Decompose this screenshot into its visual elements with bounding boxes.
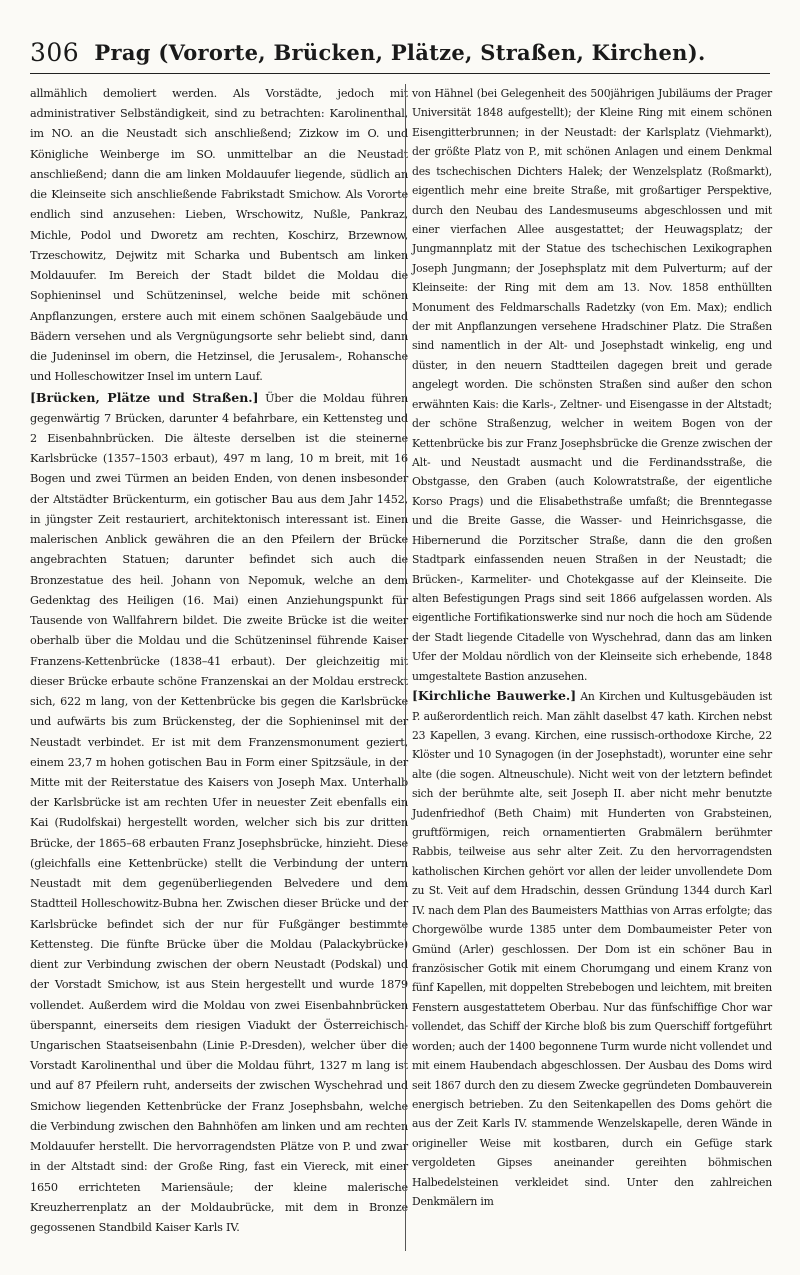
left-column bbox=[30, 84, 408, 1238]
bridges-text: Über die Moldau führen gegenwärtig 7 Brücken, darunter 4 befahrbare, ein Kettensteg und 2 Eisenbahnbrücken. Die älteste derselben ist die steinerne Karlsbrücke (1357–1503 erbaut), 497 m lang, 10 m breit, mit 16 Bogen und zwei Türmen an beiden Enden, von denen insbesonder der Altstädter Brückenturm, ein gotischer Bau aus dem Jahr 1452, in jüngster Zeit restauriert, architektonisch interessant ist. Einen malerischen Anblick gewähren die an den Pfeilern der Brücke angebrachten Statuen; darunter befindet sich auch die Bronzestatue des heil. Johann von Nepomuk, welche an dem Gedenktag des Heiligen (16. Mai) einen Anziehungspunkt für Tausende von Wallfahrern bildet. Die zweite Brücke ist die weiter oberhalb über die Moldau und die Schützeninsel führende Kaiser Franzens-Kettenbrücke (1838–41 erbaut). Der gleichzeitig mit dieser Brücke erbaute schöne Franzenskai an der Moldau erstreckt sich, 622 m lang, von der Kettenbrücke bis gegen die Karlsbrücke und aufwärts bis zum Brückensteg, der die Sophieninsel mit der Neustadt verbindet. Er ist mit dem Franzensmonument geziert, einem 23,7 m hohen gotischen Bau in Form einer Spitzsäule, in der Mitte mit der Reiterstatue des Kaisers von Joseph Max. Unterhalb der Karlsbrücke ist am rechten Ufer in neuester Zeit ebenfalls ein Kai (Rudolfskai) hergestellt worden, welcher sich bis zur dritten Brücke, der 1865–68 erbauten Franz Josephsbrücke, hinzieht. Diese (gleichfalls eine Kettenbrücke) stellt die Verbindung der untern Neustadt mit dem gegenüberliegenden Belvedere und dem Stadtteil Holleschowitz-Bubna her. Zwischen dieser Brücke und der Karlsbrücke befindet sich der nur für Fußgänger bestimmte Kettensteg. Die fünfte Brücke über die Moldau (Palackybrücke) dient zur Verbindung zwischen der obern Neustadt (Podskal) und der Vorstadt Smichow, ist aus Stein hergestellt und wurde 1879 vollendet. Außerdem wird die Moldau von zwei Eisenbahnbrücken überspannt, einerseits dem riesigen Viadukt der Österreichisch-Ungarischen Staatseisenbahn (Linie P.-Dresden), welcher über die Vorstadt Karolinenthal und über die Moldau führt, 1327 m lang ist und auf 87 Pfeilern ruht, anderseits der zwischen Wyschehrad und Smichow liegenden Kettenbrücke der Franz Josephsbahn, welche die Verbindung zwischen den Bahnhöfen am linken und am rechten Moldauufer herstellt. Die hervorragendsten Plätze von P. und zwar in der Altstadt sind: der Große Ring, fast ein Viereck, mit einer 1650 errichteten Mariensäule; der kleine malerische Kreuzherrenplatz an der Moldaubrücke, mit dem in Bronze gegossenen Standbild Kaiser Karls IV. bbox=[30, 391, 408, 1235]
left-paragraph-suburbs: allmählich demoliert werden. Als Vorstädte, jedoch mit administrativer Selbständigkeit, sind zu betrachten: Karolinenthal, im NO. an die Neustadt sich anschließend; Zizkow im O. und Königliche Weinberge im SO. unmittelbar an die Neustadt anschließend; dann die am linken Moldauufer liegende, südlich an die Kleinseite sich anschließende Fabrikstadt Smichow. Als Vororte endlich sind anzusehen: Lieben, Wrschowitz, Nußle, Pankraz, Michle, Podol und Dworetz am rechten, Koschirz, Brzewnow, Trzeschowitz, Dejwitz mit Scharka und Bubentsch am linken Moldauufer. Im Bereich der Stadt bildet die Moldau die Sophieninsel und Schützeninsel, welche beide mit schönen Anpflanzungen, erstere auch mit einem schönen Saalgebäude und Bädern versehen und als Vergnügungsorte sehr beliebt sind, dann die Judeninsel im obern, die Hetzinsel, die Jerusalem-, Rohansche und Holleschowitzer Insel im untern Lauf. bbox=[30, 87, 408, 384]
header-rule bbox=[30, 73, 770, 74]
column-divider bbox=[405, 84, 406, 1251]
section-heading-churches: [Kirchliche Bauwerke.] bbox=[412, 688, 577, 704]
section-heading-bridges: [Brücken, Plätze und Straßen.] bbox=[30, 389, 259, 405]
page-number: 306 bbox=[30, 38, 80, 67]
page-header bbox=[30, 36, 770, 76]
churches-text: An Kirchen und Kultusgebäuden ist P. außerordentlich reich. Man zählt daselbst 47 kath. Kirchen nebst 23 Kapellen, 3 evang. Kirchen, eine russisch-orthodoxe Kirche, 22 Klöster und 10 Synagogen (in der Josephstadt), worunter eine sehr alte (die sogen. Altneuschule). Nicht weit von der letztern befindet sich der berühmte alte, seit Joseph II. aber nicht mehr benutzte Judenfriedhof (Beth Chaim) mit Hunderten von Grabsteinen, gruftförmigen, reich ornamentierten Grabmälern berühmter Rabbis, teilweise aus sehr alter Zeit. Zu den hervorragendsten katholischen Kirchen gehört vor allen der leider unvollendete Dom zu St. Veit auf dem Hradschin, dessen Gründung 1344 durch Karl IV. nach dem Plan des Baumeisters Matthias von Arras erfolgte; das Chorgewölbe wurde 1385 unter dem Dombaumeister Peter von Gmünd (Arler) geschlossen. Der Dom ist ein schöner Bau in französischer Gotik mit einem Chorumgang und einem Kranz von fünf Kapellen, mit doppelten Strebebogen und leichtem, mit breiten Fenstern ausgestattetem Oberbau. Nur das fünfschiffige Chor war vollendet, das Schiff der Kirche bloß bis zum Querschiff fortgeführt worden; auch der 1400 begonnene Turm wurde nicht vollendet und mit einem Haubendach abgeschlossen. Der Ausbau des Doms wird seit 1867 durch den zu diesem Zwecke gegründeten Dombauverein energisch betrieben. Zu den Seitenkapellen des Doms gehört die aus der Zeit Karls IV. stammende Wenzelskapelle, deren Wände in origineller Weise mit kostbaren, durch ein Gefüge stark vergoldeten Gipses aneinander gereihten böhmischen Halbedelsteinen verkleidet sind. Unter den zahlreichen Denkmälern im bbox=[412, 690, 772, 1209]
right-paragraph-squares: von Hähnel (bei Gelegenheit des 500jährigen Jubiläums der Prager Universität 1848 aufgestellt); der Kleine Ring mit einem schönen Eisengitterbrunnen; in der Neustadt: der Karlsplatz (Viehmarkt), der größte Platz von P., mit schönen Anlagen und einem Denkmal des tschechischen Dichters Halek; der Wenzelsplatz (Roßmarkt), eigentlich mehr eine breite Straße, mit großartiger Perspektive, durch den Neubau des Landesmuseums abgeschlossen und mit einer vierfachen Allee ausgestattet; der Heuwagsplatz; der Jungmannplatz mit der Statue des tschechischen Lexikographen Joseph Jungmann; der Josephsplatz mit dem Pulverturm; auf der Kleinseite: der Ring mit dem am 13. Nov. 1858 enthüllten Monument des Feldmarschalls Radetzky (von Em. Max); endlich der mit Anpflanzungen versehene Hradschiner Platz. Die Straßen sind namentlich in der Alt- und Josephstadt winkelig, eng und düster, in den neuern Stadtteilen dagegen breit und gerade angelegt worden. Die schönsten Straßen sind außer den schon erwähnten Kais: die Karls-, Zeltner- und Eisengasse in der Altstadt; der schöne Straßenzug, welcher in weitem Bogen von der Kettenbrücke bis zur Franz Josephsbrücke die Grenze zwischen der Alt- und Neustadt ausmacht und die Ferdinandsstraße, die Obstgasse, den Graben (auch Kolowratstraße, der eigentliche Korso Prags) und die Elisabethstraße umfaßt; die Brenntegasse und die Breite Gasse, die Wasser- und Heinrichsgasse, die Hibernerund die Porzitscher Straße, dann die den großen Stadtpark einfassenden neuen Straßen in der Neustadt; die Brücken-, Karmeliter- und Chotekgasse auf der Kleinseite. Die alten Befestigungen Prags sind seit 1866 aufgelassen worden. Als eigentliche Fortifikationswerke sind nur noch die hoch am Südende der Stadt liegende Citadelle von Wyschehrad, dann das am linken Ufer der Moldau nördlich von der Kleinseite sich erhebende, 1848 umgestaltete Bastion anzusehen. bbox=[412, 87, 772, 683]
right-column bbox=[412, 84, 772, 1211]
right-paragraph-churches bbox=[412, 686, 772, 1211]
left-paragraph-bridges bbox=[30, 388, 408, 1239]
running-title: Prag (Vororte, Brücken, Plätze, Straßen, Kirchen). bbox=[94, 40, 706, 65]
